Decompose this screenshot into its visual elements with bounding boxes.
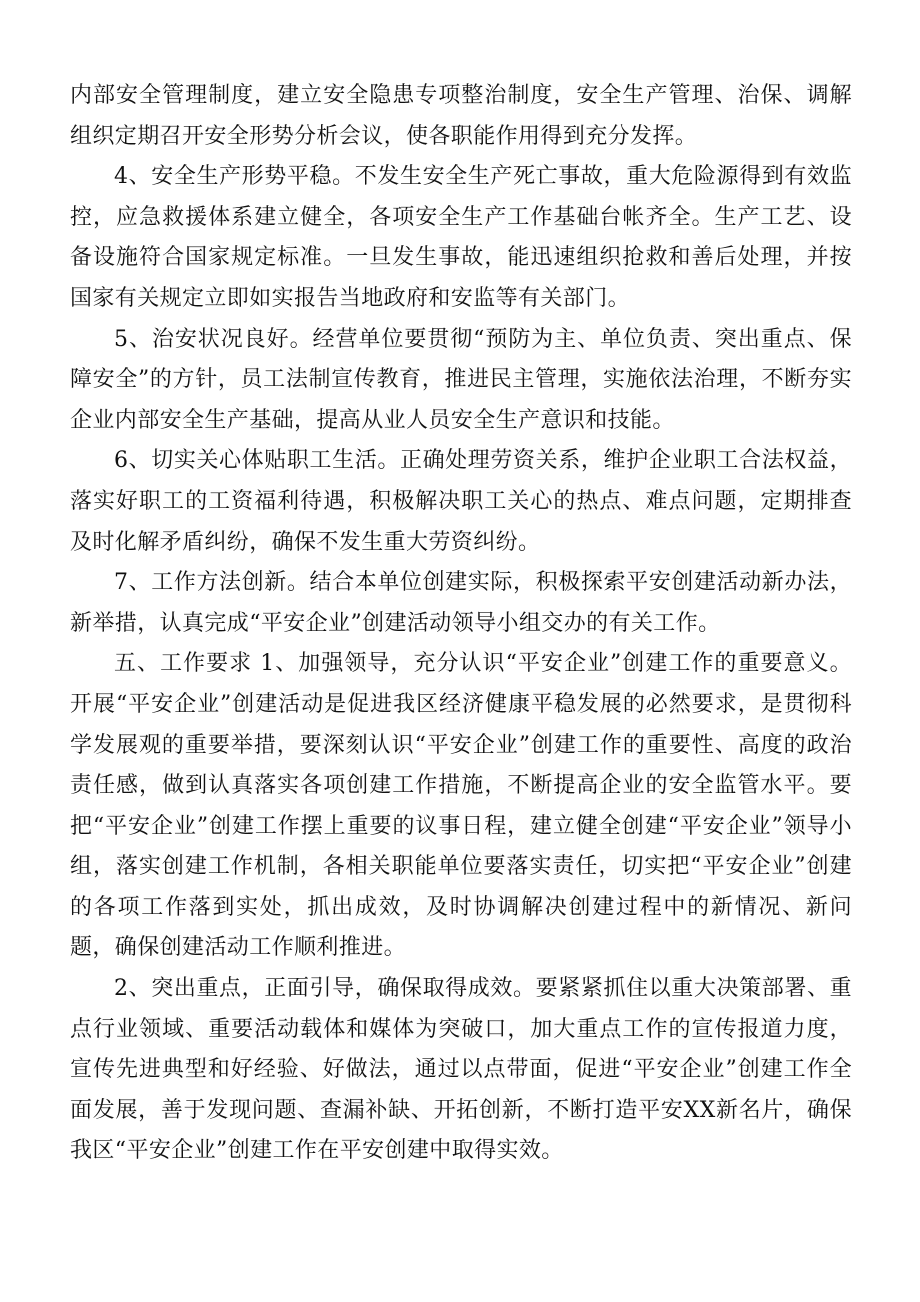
paragraph-section-5-requirement-1: 五、工作要求 1、加强领导，充分认识“平安企业”创建工作的重要意义。开展“平安企业”创建活动是促进我区经济健康平稳发展的必然要求，是贯彻科学发展观的重要举措，要深刻认识“平安企业”创建工作的重要性、高度的政治责任感，做到认真落实各项创建工作措施，不断提高企业的安全监管水平。要把“平安企业”创建工作摆上重要的议事日程，建立健全创建“平安企业”领导小组，落实创建工作机制，各相关职能单位要落实责任，切实把“平安企业”创建的各项工作落到实处，抓出成效，及时协调解决创建过程中的新情况、新问题，确保创建活动工作顺利推进。 [70,651,852,961]
paragraph-continuation: 内部安全管理制度，建立安全隐患专项整治制度，安全生产管理、治保、调解组织定期召开安全形势分析会议，使各职能作用得到充分发挥。 [70,83,852,149]
paragraph-item-7: 7、工作方法创新。结合本单位创建实际，积极探索平安创建活动新办法，新举措，认真完成“平安企业”创建活动领导小组交办的有关工作。 [70,570,852,636]
paragraph-item-5: 5、治安状况良好。经营单位要贯彻“预防为主、单位负责、突出重点、保障安全”的方针，员工法制宣传教育，推进民主管理，实施依法治理，不断夯实企业内部安全生产基础，提高从业人员安全生产意识和技能。 [70,326,852,433]
paragraph-item-4: 4、安全生产形势平稳。不发生安全生产死亡事故，重大危险源得到有效监控，应急救援体系建立健全，各项安全生产工作基础台帐齐全。生产工艺、设备设施符合国家规定标准。一旦发生事故，能迅速组织抢救和善后处理，并按国家有关规定立即如实报告当地政府和安监等有关部门。 [70,164,852,311]
paragraph-item-6: 6、切实关心体贴职工生活。正确处理劳资关系，维护企业职工合法权益，落实好职工的工资福利待遇，积极解决职工关心的热点、难点问题，定期排查及时化解矛盾纠纷，确保不发生重大劳资纠纷。 [70,448,852,555]
document-body [70,76,852,1172]
paragraph-requirement-2: 2、突出重点，正面引导，确保取得成效。要紧紧抓住以重大决策部署、重点行业领域、重要活动载体和媒体为突破口，加大重点工作的宣传报道力度，宣传先进典型和好经验、好做法，通过以点带面，促进“平安企业”创建工作全面发展，善于发现问题、查漏补缺、开拓创新，不断打造平安XX新名片，确保我区“平安企业”创建工作在平安创建中取得实效。 [70,976,852,1164]
